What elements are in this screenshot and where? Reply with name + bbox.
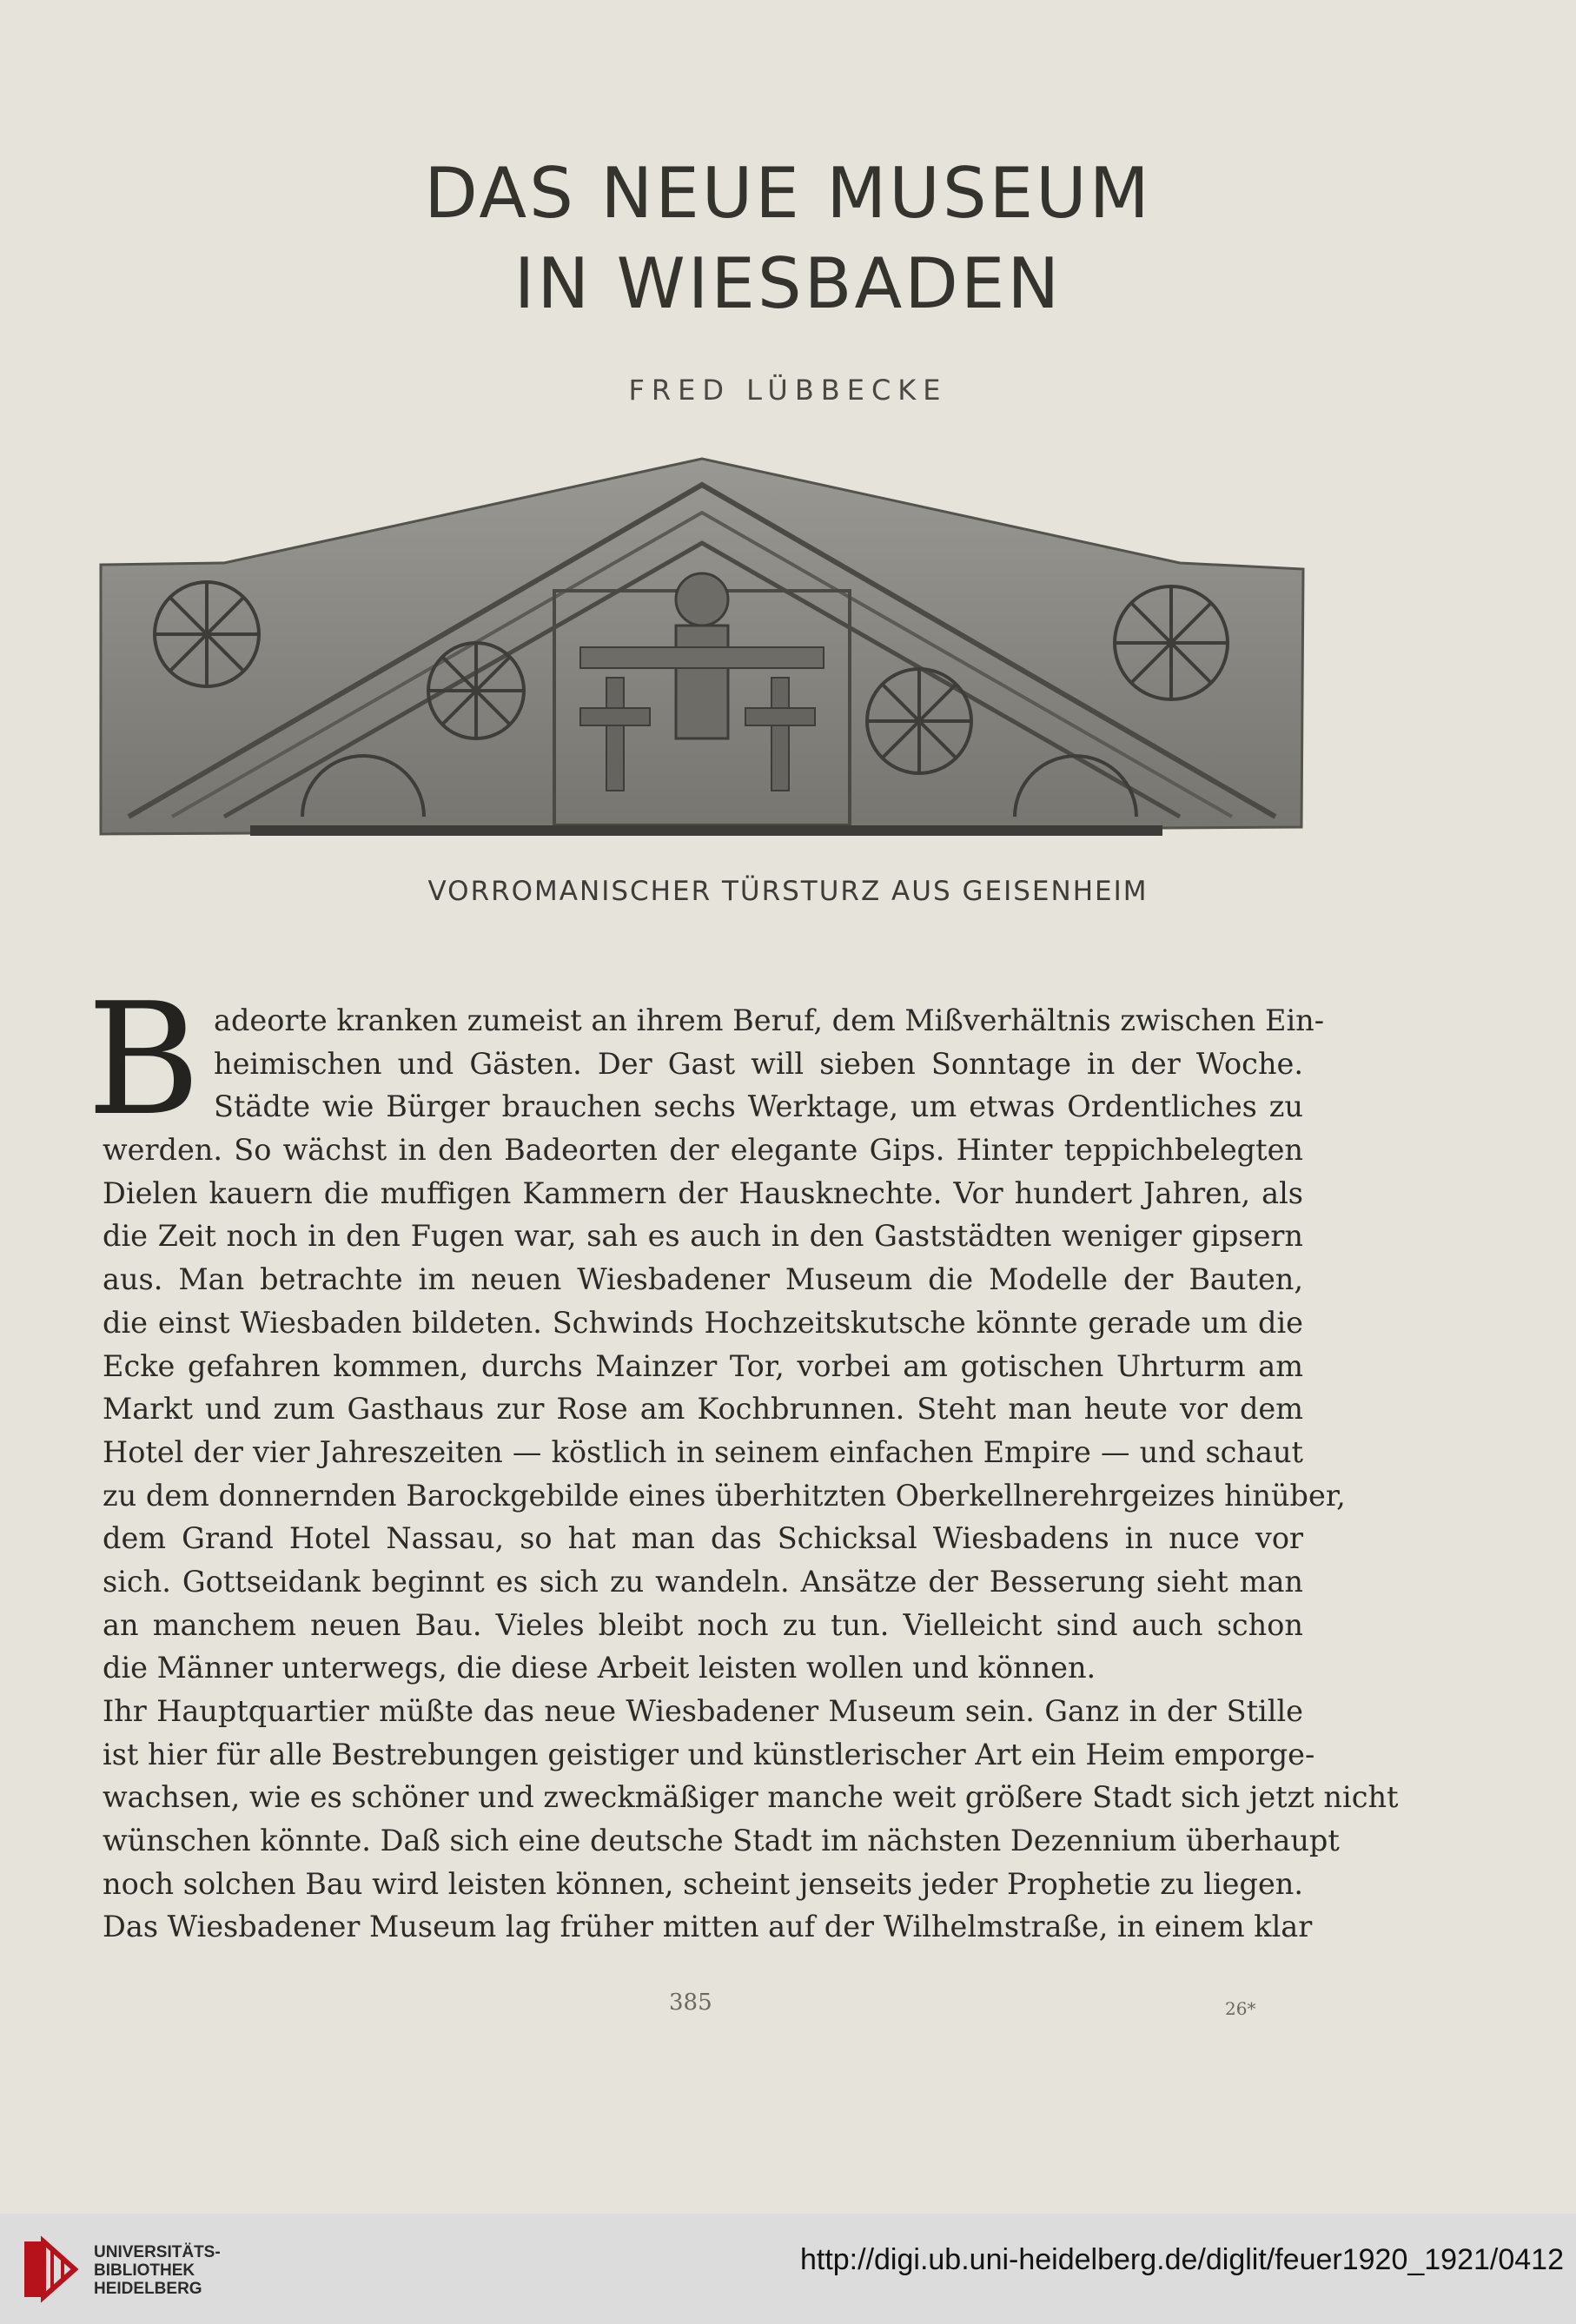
body-line: adeorte kranken zumeist an ihrem Beruf, dem Mißverhältnis zwischen Ein- [214, 1003, 1325, 1037]
body-line: Hotel der vier Jahreszeiten — köstlich in seinem einfachen Empire — und schaut [103, 1434, 1303, 1469]
body-line: die einst Wiesbaden bildeten. Schwinds Hochzeitskutsche könnte gerade um die [103, 1305, 1303, 1340]
library-name [94, 2243, 221, 2298]
body-line: die Zeit noch in den Fugen war, sah es auch in den Gaststädten weniger gipsern [103, 1219, 1303, 1254]
body-line: Dielen kauern die muffigen Kammern der Hausknechte. Vor hundert Jahren, als [103, 1175, 1303, 1210]
article-body [103, 999, 1399, 1949]
carved-lintel-image [94, 452, 1310, 838]
body-line: aus. Man betrachte im neuen Wiesbadener Museum die Modelle der Bauten, [103, 1262, 1303, 1297]
body-line: werden. So wächst in den Badeorten der elegante Gips. Hinter teppichbelegten [103, 1133, 1303, 1168]
body-line: Ecke gefahren kommen, durchs Mainzer Tor, vorbei am gotischen Uhrturm am [103, 1348, 1303, 1383]
body-line: die Männer unterwegs, die diese Arbeit leisten wollen und können. [103, 1651, 1096, 1685]
signature-mark: 26* [1225, 1998, 1256, 2019]
page-number: 385 [669, 1990, 712, 2016]
article-title-line-1: DAS NEUE MUSEUM [424, 153, 1152, 234]
library-name-line: HEIDELBERG [94, 2280, 202, 2298]
library-logo-icon [21, 2235, 83, 2304]
body-line: Das Wiesbadener Museum lag früher mitten auf der Wilhelmstraße, in einem klar [103, 1910, 1313, 1944]
library-name-line: BIBLIOTHEK [94, 2261, 195, 2280]
body-line: sich. Gottseidank beginnt es sich zu wandeln. Ansätze der Besserung sieht man [103, 1564, 1303, 1599]
body-line: noch solchen Bau wird leisten können, scheint jenseits jeder Prophetie zu liegen. [103, 1866, 1303, 1901]
body-line: heimischen und Gästen. Der Gast will sieben Sonntage in der Woche. [214, 1046, 1303, 1081]
figure-caption: VORROMANISCHER TÜRSTURZ AUS GEISENHEIM [427, 876, 1149, 907]
body-line: Markt und zum Gasthaus zur Rose am Kochbrunnen. Steht man heute vor dem [103, 1392, 1303, 1427]
body-line: ist hier für alle Bestrebungen geistiger und künstlerischer Art ein Heim emporge- [103, 1737, 1315, 1771]
body-line: an manchem neuen Bau. Vieles bleibt noch zu tun. Vielleicht sind auch schon [103, 1607, 1303, 1642]
body-line: wünschen könnte. Daß sich eine deutsche Stadt im nächsten Dezennium überhaupt [103, 1824, 1340, 1858]
body-line: Städte wie Bürger brauchen sechs Werktage, um etwas Ordentliches zu [214, 1089, 1303, 1124]
article-title-line-2: IN WIESBADEN [513, 243, 1063, 324]
body-line: zu dem donnernden Barockgebilde eines überhitzten Oberkellnerehrgeizes hinüber, [103, 1478, 1346, 1513]
author-name: FRED LÜBBECKE [628, 374, 948, 407]
drop-cap: B [87, 970, 201, 1149]
body-line: Ihr Hauptquartier müßte das neue Wiesbadener Museum sein. Ganz in der Stille [103, 1694, 1303, 1728]
library-name-line: UNIVERSITÄTS- [94, 2243, 221, 2261]
source-url-link[interactable]: http://digi.ub.uni-heidelberg.de/diglit/feuer1920_1921/0412 [799, 2243, 1564, 2276]
body-line: dem Grand Hotel Nassau, so hat man das Schicksal Wiesbadens in nuce vor [103, 1521, 1303, 1556]
body-line: wachsen, wie es schöner und zweckmäßiger manche weit größere Stadt sich jetzt nicht [103, 1780, 1399, 1815]
